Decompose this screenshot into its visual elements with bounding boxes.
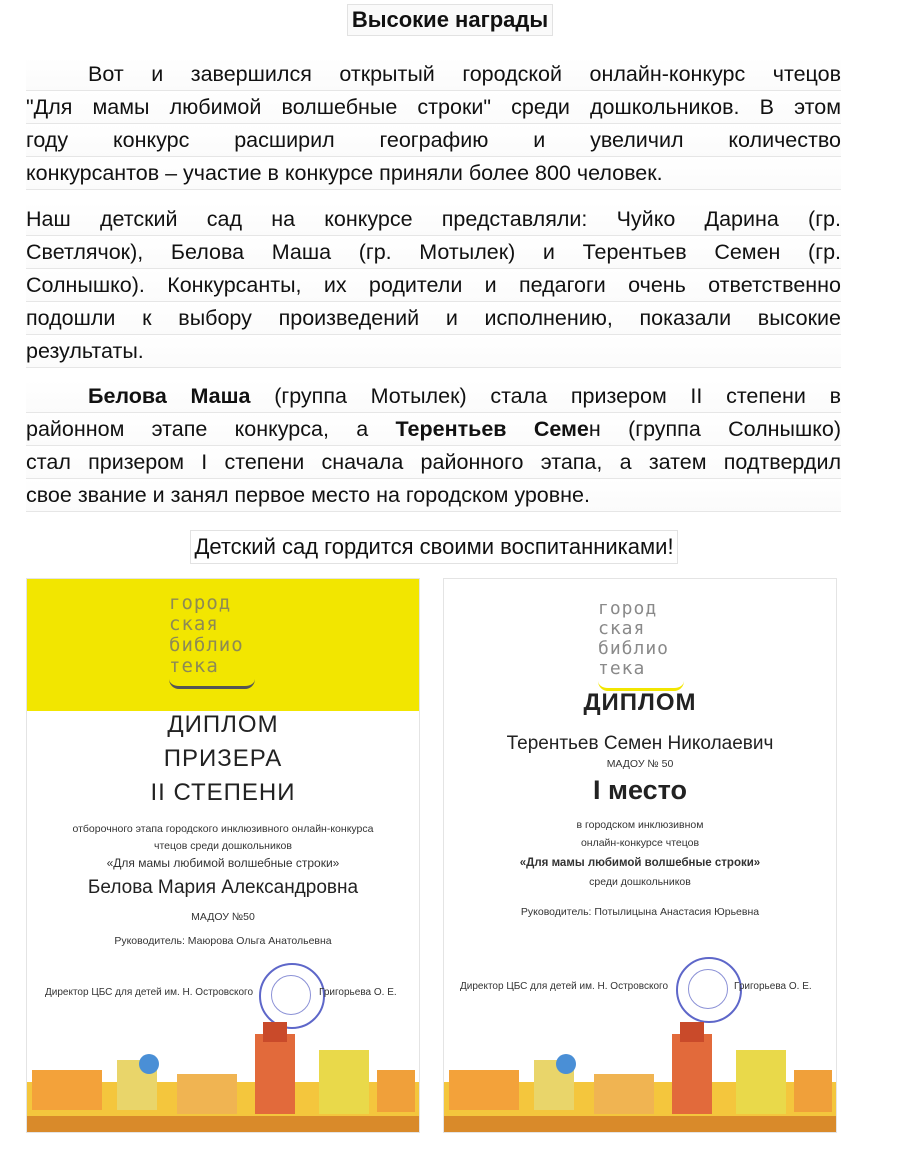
leader-text: Руководитель: Потылицына Анастасия Юрьевна bbox=[520, 906, 760, 918]
recipient-org: МАДОУ № 50 bbox=[606, 758, 674, 770]
text-line: году конкурс расширил географию и увеличил количество bbox=[26, 124, 841, 157]
text-fragment: н (группа Солнышко) bbox=[588, 417, 841, 441]
text-line: Солнышко). Конкурсанты, их родители и педагоги очень ответственно bbox=[26, 269, 841, 302]
diploma-heading: ПРИЗЕРА bbox=[163, 745, 283, 772]
text-line: "Для мамы любимой волшебные строки" среди дошкольников. В этом bbox=[26, 91, 841, 124]
logo-line: библио bbox=[169, 634, 244, 656]
diploma-heading: II СТЕПЕНИ bbox=[150, 779, 296, 806]
library-logo bbox=[598, 599, 684, 691]
director-name: Григорьева О. Е. bbox=[319, 987, 397, 998]
text-line: свое звание и занял первое место на городском уровне. bbox=[26, 479, 841, 512]
paragraph-intro bbox=[26, 58, 841, 190]
text-line: подошли к выбору произведений и исполнению, показали высокие bbox=[26, 302, 841, 335]
closing-line bbox=[0, 530, 868, 564]
director-text: Директор ЦБС для детей им. Н. Островского bbox=[45, 987, 254, 998]
diploma-image-terentyev bbox=[443, 578, 837, 1133]
text-line: Светлячок), Белова Маша (гр. Мотылек) и Терентьев Семен (гр. bbox=[26, 236, 841, 269]
leader-text: Руководитель: Маюрова Ольга Анатольевна bbox=[114, 935, 332, 947]
title-text: Высокие награды bbox=[347, 4, 553, 36]
logo-line: ская bbox=[169, 613, 219, 635]
text-line: результаты. bbox=[26, 335, 841, 368]
diploma-image-belova bbox=[26, 578, 420, 1133]
logo-line: город bbox=[598, 598, 658, 619]
text-line: конкурсантов – участие в конкурсе приняли более 800 человек. bbox=[26, 157, 841, 190]
bold-name: Терентьев Семе bbox=[395, 417, 589, 441]
diploma-text: среди дошкольников bbox=[589, 876, 691, 888]
director-text: Директор ЦБС для детей им. Н. Островского bbox=[460, 981, 669, 992]
logo-line: тека bbox=[598, 658, 646, 679]
diploma-text: отборочного этапа городского инклюзивного онлайн-конкурса bbox=[72, 823, 374, 835]
library-logo bbox=[169, 593, 255, 689]
logo-line: тека bbox=[169, 655, 219, 677]
recipient-name: Терентьев Семен Николаевич bbox=[506, 733, 774, 754]
text-line bbox=[26, 380, 841, 413]
diploma-text: «Для мамы любимой волшебные строки» bbox=[106, 856, 340, 870]
logo-line: город bbox=[169, 592, 232, 614]
paragraph-participants bbox=[26, 203, 841, 368]
diploma-text: онлайн-конкурсе чтецов bbox=[580, 837, 700, 849]
closing-text: Детский сад гордится своими воспитанниками! bbox=[190, 530, 677, 564]
city-illustration bbox=[444, 1012, 836, 1132]
paragraph-results bbox=[26, 380, 841, 512]
bold-name: Белова Маша bbox=[88, 384, 251, 408]
place-text: I место bbox=[592, 775, 687, 805]
city-illustration bbox=[27, 1012, 419, 1132]
text-line bbox=[26, 413, 841, 446]
logo-line: ская bbox=[598, 618, 646, 639]
book-icon bbox=[169, 679, 255, 689]
director-name: Григорьева О. Е. bbox=[734, 981, 812, 992]
text-line: Наш детский сад на конкурсе представляли: Чуйко Дарина (гр. bbox=[26, 203, 841, 236]
recipient-org: МАДОУ №50 bbox=[191, 911, 255, 923]
diploma-heading: ДИПЛОМ bbox=[167, 711, 279, 738]
text-fragment: (группа Мотылек) стала призером II степени в bbox=[250, 384, 841, 408]
diploma-heading: ДИПЛОМ bbox=[583, 689, 697, 716]
diploma-text: в городском инклюзивном bbox=[576, 819, 704, 831]
text-line: Вот и завершился открытый городской онлайн-конкурс чтецов bbox=[26, 58, 841, 91]
article-title bbox=[0, 4, 900, 36]
recipient-name: Белова Мария Александровна bbox=[87, 877, 359, 898]
logo-line: библио bbox=[598, 638, 670, 659]
diploma-text: чтецов среди дошкольников bbox=[154, 840, 292, 852]
text-line: стал призером I степени сначала районного этапа, а затем подтвердил bbox=[26, 446, 841, 479]
text-fragment: районном этапе конкурса, а bbox=[26, 417, 396, 441]
diploma-text: «Для мамы любимой волшебные строки» bbox=[519, 857, 761, 869]
